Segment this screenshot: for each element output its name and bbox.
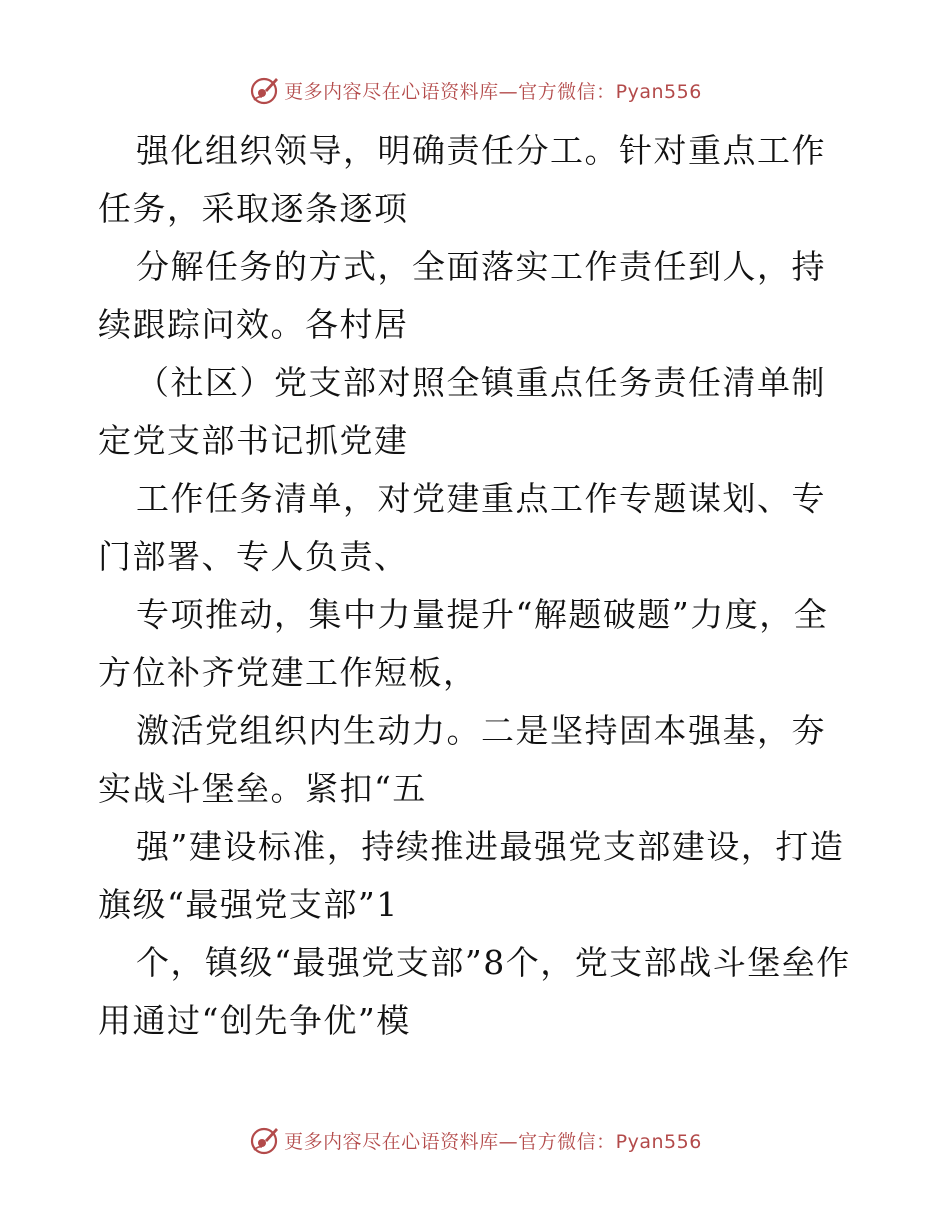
footer-watermark-text: 更多内容尽在心语资料库—官方微信：Pyan556 xyxy=(284,1130,702,1153)
quill-pen-logo-icon xyxy=(248,1124,280,1156)
header-watermark-text: 更多内容尽在心语资料库—官方微信：Pyan556 xyxy=(284,80,702,103)
paragraph-6: 激活党组织内生动力。二是坚持固本强基，夯实战斗堡垒。紧扣“五 xyxy=(98,711,826,808)
paragraph-8: 个，镇级“最强党支部”8个，党支部战斗堡垒作用通过“创先争优”模 xyxy=(98,943,851,1040)
document-body xyxy=(98,122,858,1050)
paragraph-4: 工作任务清单，对党建重点工作专题谋划、专门部署、专人负责、 xyxy=(98,479,826,576)
header-watermark-banner xyxy=(0,70,950,110)
footer-watermark-banner xyxy=(0,1120,950,1160)
paragraph-7: 强”建设标准，持续推进最强党支部建设，打造旗级“最强党支部”1 xyxy=(98,827,845,924)
paragraph-2: 分解任务的方式，全面落实工作责任到人，持续跟踪问效。各村居 xyxy=(98,247,826,344)
paragraph-3: （社区）党支部对照全镇重点任务责任清单制定党支部书记抓党建 xyxy=(98,363,826,460)
paragraph-5: 专项推动，集中力量提升“解题破题”力度，全方位补齐党建工作短板， xyxy=(98,595,829,692)
paragraph-1: 强化组织领导，明确责任分工。针对重点工作任务，采取逐条逐项 xyxy=(98,131,826,228)
quill-pen-logo-icon xyxy=(248,74,280,106)
